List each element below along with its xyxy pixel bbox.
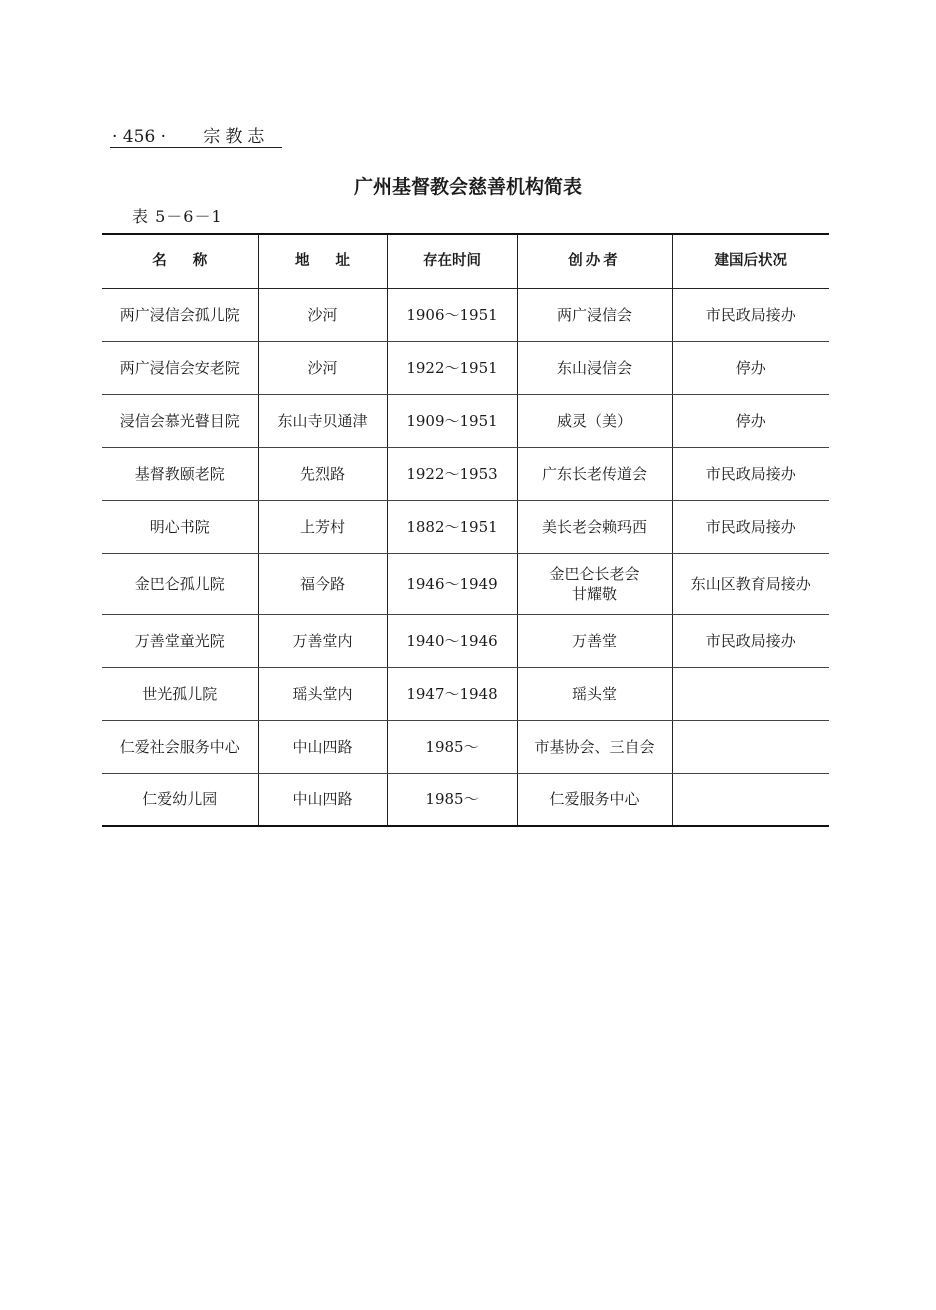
cell-name: 金巴仑孤儿院 xyxy=(102,553,258,614)
column-header-status: 建国后状况 xyxy=(672,234,829,288)
cell-name: 万善堂童光院 xyxy=(102,614,258,667)
table-header-row xyxy=(102,234,829,288)
cell-status: 停办 xyxy=(672,341,829,394)
cell-address: 东山寺贝通津 xyxy=(258,394,387,447)
cell-founder xyxy=(517,720,672,773)
cell-status: 市民政局接办 xyxy=(672,288,829,341)
cell-period: 1882～1951 xyxy=(387,500,517,553)
column-header-address: 地址 xyxy=(258,234,387,288)
cell-name: 仁爱社会服务中心 xyxy=(102,720,258,773)
cell-status xyxy=(672,667,829,720)
table-row xyxy=(102,553,829,614)
cell-period: 1922～1951 xyxy=(387,341,517,394)
charity-institutions-table xyxy=(102,233,829,827)
founder-line: 甘耀敬 xyxy=(571,584,617,603)
cell-founder xyxy=(517,667,672,720)
table-row xyxy=(102,447,829,500)
founder-line: 瑶头堂 xyxy=(571,684,617,703)
cell-status xyxy=(672,720,829,773)
cell-status: 市民政局接办 xyxy=(672,500,829,553)
cell-address: 福今路 xyxy=(258,553,387,614)
table-body xyxy=(102,288,829,826)
cell-address: 沙河 xyxy=(258,341,387,394)
founder-line: 美长老会赖玛西 xyxy=(541,517,647,536)
cell-name: 浸信会慕光瞽目院 xyxy=(102,394,258,447)
cell-status xyxy=(672,773,829,826)
page-number: · 456 · xyxy=(112,127,167,147)
cell-address: 上芳村 xyxy=(258,500,387,553)
cell-name: 世光孤儿院 xyxy=(102,667,258,720)
table-row xyxy=(102,614,829,667)
cell-status: 市民政局接办 xyxy=(672,614,829,667)
cell-period: 1909～1951 xyxy=(387,394,517,447)
cell-founder xyxy=(517,773,672,826)
table-row xyxy=(102,341,829,394)
cell-founder xyxy=(517,288,672,341)
cell-period: 1946～1949 xyxy=(387,553,517,614)
table-title: 广州基督教会慈善机构简表 xyxy=(353,176,582,198)
cell-period: 1940～1946 xyxy=(387,614,517,667)
column-header-founder: 创办者 xyxy=(517,234,672,288)
cell-founder xyxy=(517,500,672,553)
cell-address: 先烈路 xyxy=(258,447,387,500)
cell-founder xyxy=(517,394,672,447)
table-row xyxy=(102,720,829,773)
cell-founder xyxy=(517,341,672,394)
table-row xyxy=(102,773,829,826)
cell-name: 两广浸信会孤儿院 xyxy=(102,288,258,341)
founder-line: 仁爱服务中心 xyxy=(549,790,640,809)
cell-address: 中山四路 xyxy=(258,773,387,826)
cell-period: 1985～ xyxy=(387,720,517,773)
cell-name: 基督教颐老院 xyxy=(102,447,258,500)
cell-period: 1906～1951 xyxy=(387,288,517,341)
founder-line: 两广浸信会 xyxy=(556,305,632,324)
founder-line: 东山浸信会 xyxy=(556,358,632,377)
cell-address: 瑶头堂内 xyxy=(258,667,387,720)
founder-line: 万善堂 xyxy=(571,631,617,650)
column-header-period: 存在时间 xyxy=(387,234,517,288)
header-rule xyxy=(110,147,282,148)
cell-founder xyxy=(517,553,672,614)
cell-period: 1922～1953 xyxy=(387,447,517,500)
cell-name: 两广浸信会安老院 xyxy=(102,341,258,394)
cell-status: 停办 xyxy=(672,394,829,447)
founder-line: 威灵（美） xyxy=(556,411,632,430)
cell-status: 东山区教育局接办 xyxy=(672,553,829,614)
table-row xyxy=(102,288,829,341)
column-header-name: 名称 xyxy=(102,234,258,288)
cell-status: 市民政局接办 xyxy=(672,447,829,500)
cell-period: 1947～1948 xyxy=(387,667,517,720)
cell-name: 仁爱幼儿园 xyxy=(102,773,258,826)
founder-line: 市基协会、三自会 xyxy=(534,737,655,756)
table-row xyxy=(102,500,829,553)
table-row xyxy=(102,667,829,720)
founder-line: 广东长老传道会 xyxy=(541,464,647,483)
running-title: 宗教志 xyxy=(203,127,270,147)
cell-address: 沙河 xyxy=(258,288,387,341)
cell-address: 中山四路 xyxy=(258,720,387,773)
cell-address: 万善堂内 xyxy=(258,614,387,667)
table-number: 表 5－6－1 xyxy=(132,207,223,226)
founder-line: 金巴仑长老会 xyxy=(549,564,640,583)
cell-founder xyxy=(517,614,672,667)
cell-name: 明心书院 xyxy=(102,500,258,553)
table-row xyxy=(102,394,829,447)
cell-founder xyxy=(517,447,672,500)
cell-period: 1985～ xyxy=(387,773,517,826)
